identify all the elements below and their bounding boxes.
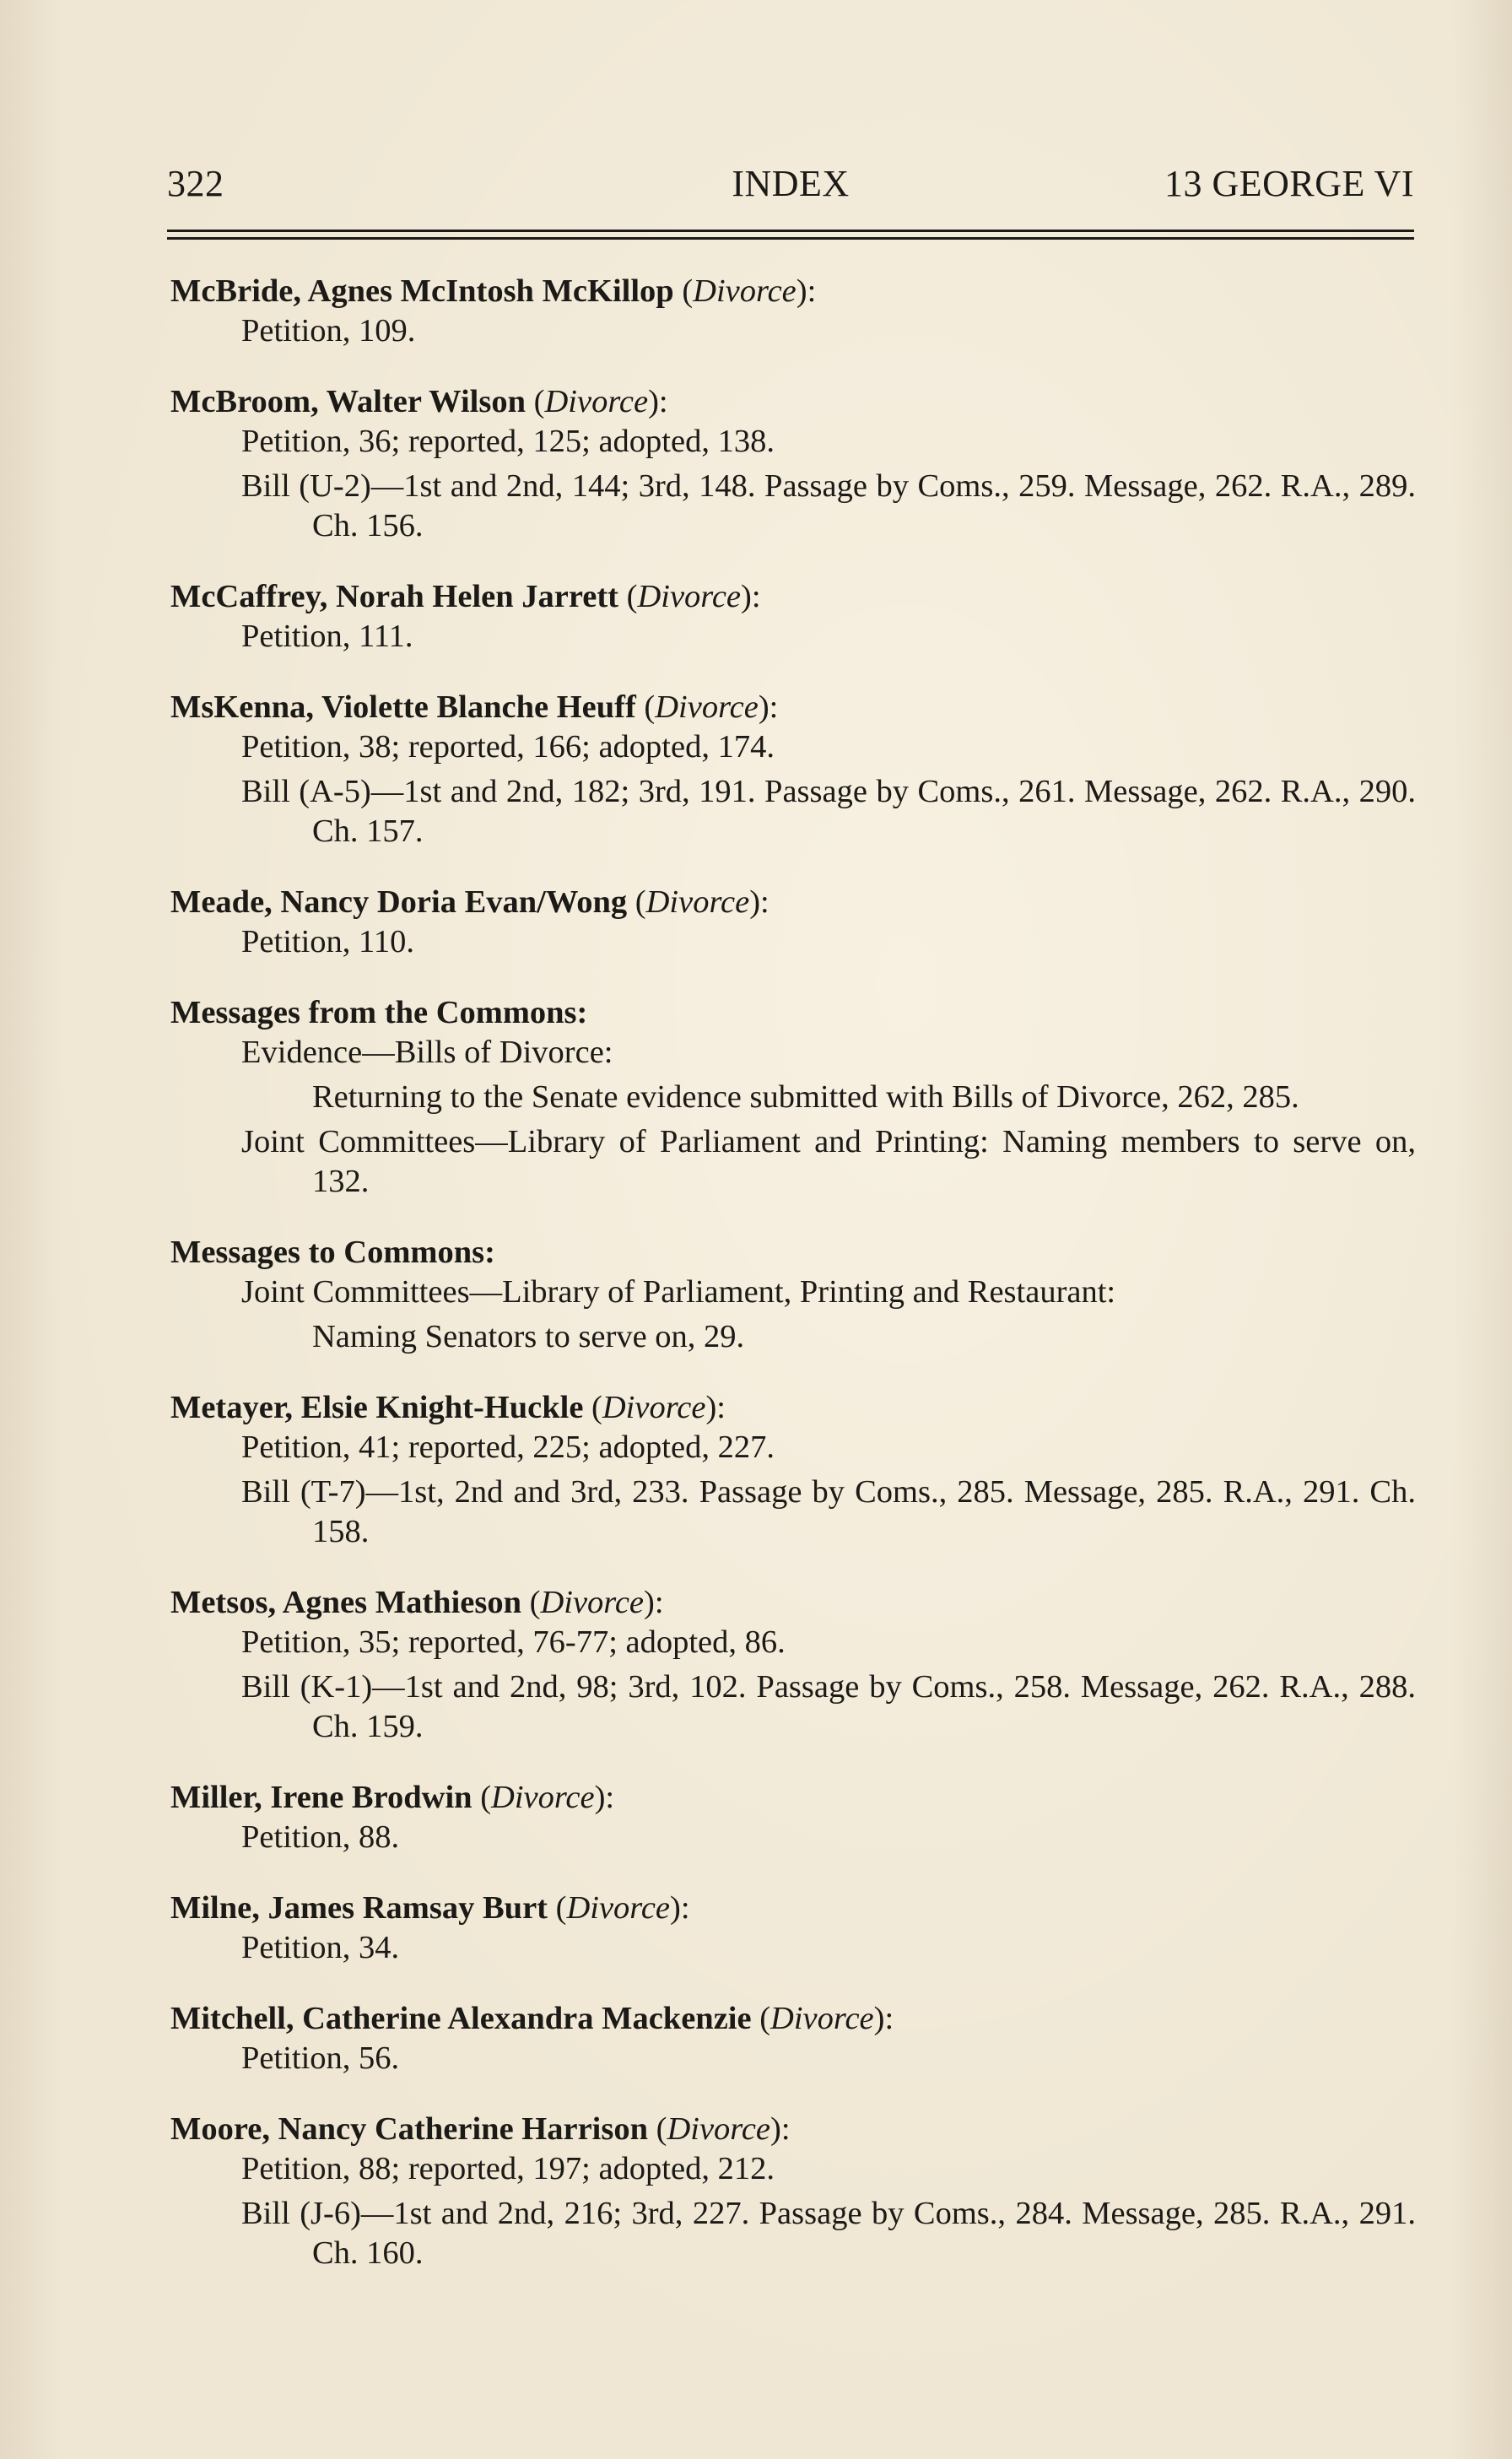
entry-type-close: ): bbox=[796, 273, 817, 309]
entry-heading bbox=[170, 382, 1416, 422]
index-entry bbox=[170, 2110, 1416, 2273]
entry-heading bbox=[170, 883, 1416, 922]
entry-heading bbox=[170, 1999, 1416, 2039]
index-entry bbox=[170, 1583, 1416, 1747]
entry-line: Bill (U-2)—1st and 2nd, 144; 3rd, 148. Passage by Coms., 259. Message, 262. R.A., 289. Ch. 156. bbox=[241, 468, 1416, 543]
entry-type-open: ( bbox=[648, 2111, 667, 2147]
entry-line: Petition, 41; reported, 225; adopted, 227. bbox=[241, 1429, 775, 1465]
entry-type: Divorce bbox=[667, 2111, 771, 2147]
entry-name: Metayer, Elsie Knight-Huckle bbox=[170, 1390, 584, 1425]
entry-line: Bill (T-7)—1st, 2nd and 3rd, 233. Passage by Coms., 285. Message, 285. R.A., 291. Ch. 158. bbox=[241, 1474, 1416, 1549]
entry-heading bbox=[170, 1583, 1416, 1623]
entry-name: Meade, Nancy Doria Evan/Wong bbox=[170, 884, 628, 920]
entry-type-close: ): bbox=[749, 884, 770, 920]
entry-name: Mitchell, Catherine Alexandra Mackenzie bbox=[170, 2001, 752, 2036]
entry-line: Petition, 36; reported, 125; adopted, 138. bbox=[241, 424, 775, 459]
entry-type: Divorce bbox=[645, 884, 750, 920]
index-entry bbox=[170, 1889, 1416, 1968]
entry-line: Returning to the Senate evidence submitted with Bills of Divorce, 262, 285. bbox=[312, 1079, 1299, 1115]
entry-type-open: ( bbox=[618, 579, 638, 614]
entry-heading bbox=[170, 2110, 1416, 2149]
entry-type-close: ): bbox=[741, 579, 761, 614]
entry-type: Divorce bbox=[544, 384, 649, 419]
entry-line: Petition, 88. bbox=[241, 1819, 400, 1855]
entry-name: Milne, James Ramsay Burt bbox=[170, 1890, 548, 1926]
index-entry bbox=[170, 272, 1416, 351]
entry-name: Messages to Commons: bbox=[170, 1235, 495, 1270]
index-entry bbox=[170, 993, 1416, 1202]
entry-type-close: ): bbox=[594, 1780, 615, 1815]
header-double-rule bbox=[167, 230, 1414, 240]
entry-type: Divorce bbox=[602, 1390, 706, 1425]
entry-heading bbox=[170, 577, 1416, 617]
entry-heading bbox=[170, 688, 1416, 727]
entry-type-open: ( bbox=[583, 1390, 602, 1425]
entry-type-close: ): bbox=[758, 689, 779, 725]
entry-line: Joint Committees—Library of Parliament, Printing and Restaurant: bbox=[241, 1274, 1116, 1310]
index-entry bbox=[170, 577, 1416, 657]
entry-name: McBroom, Walter Wilson bbox=[170, 384, 526, 419]
entry-type-open: ( bbox=[521, 1585, 541, 1620]
entry-type: Divorce bbox=[637, 579, 742, 614]
entry-name: Metsos, Agnes Mathieson bbox=[170, 1585, 521, 1620]
entry-line: Petition, 110. bbox=[241, 924, 414, 959]
entry-heading bbox=[170, 272, 1416, 311]
index-entry bbox=[170, 883, 1416, 962]
entry-type-open: ( bbox=[472, 1780, 492, 1815]
entry-name: Messages from the Commons: bbox=[170, 995, 588, 1030]
index-entry bbox=[170, 1388, 1416, 1552]
entry-type-close: ): bbox=[705, 1390, 726, 1425]
entry-type-open: ( bbox=[627, 884, 646, 920]
entry-line: Joint Committees—Library of Parliament and Printing: Naming members to serve on, 132. bbox=[241, 1124, 1416, 1199]
entry-type-close: ): bbox=[873, 2001, 894, 2036]
entry-heading bbox=[170, 1778, 1416, 1818]
entry-type: Divorce bbox=[655, 689, 759, 725]
entry-line: Petition, 38; reported, 166; adopted, 174. bbox=[241, 729, 775, 765]
entry-type: Divorce bbox=[770, 2001, 874, 2036]
entry-name: McCaffrey, Norah Helen Jarrett bbox=[170, 579, 618, 614]
entry-line: Bill (A-5)—1st and 2nd, 182; 3rd, 191. Passage by Coms., 261. Message, 262. R.A., 290. Ch. 157. bbox=[241, 774, 1416, 849]
index-entries bbox=[170, 272, 1416, 2273]
entry-type: Divorce bbox=[693, 273, 796, 309]
index-entry bbox=[170, 1233, 1416, 1357]
entry-line: Petition, 88; reported, 197; adopted, 212. bbox=[241, 2151, 775, 2186]
entry-line: Bill (K-1)—1st and 2nd, 98; 3rd, 102. Passage by Coms., 258. Message, 262. R.A., 288. Ch. 159. bbox=[241, 1669, 1416, 1744]
volume-label: 13 GEORGE VI bbox=[1164, 163, 1414, 204]
entry-line: Petition, 34. bbox=[241, 1930, 400, 1965]
entry-heading bbox=[170, 1889, 1416, 1928]
entry-type-open: ( bbox=[635, 689, 656, 725]
entry-name: MsKenna, Violette Blanche Heuff bbox=[170, 689, 636, 725]
entry-type-close: ): bbox=[670, 1890, 690, 1926]
index-entry bbox=[170, 382, 1416, 546]
entry-line: Naming Senators to serve on, 29. bbox=[312, 1319, 745, 1354]
entry-type: Divorce bbox=[491, 1780, 595, 1815]
entry-line: Petition, 109. bbox=[241, 313, 416, 349]
entry-name: Miller, Irene Brodwin bbox=[170, 1780, 472, 1815]
entry-type: Divorce bbox=[540, 1585, 645, 1620]
entry-name: McBride, Agnes McIntosh McKillop bbox=[170, 273, 674, 309]
entry-line: Petition, 56. bbox=[241, 2040, 400, 2076]
running-header bbox=[167, 162, 1414, 209]
entry-line: Bill (J-6)—1st and 2nd, 216; 3rd, 227. Passage by Coms., 284. Message, 285. R.A., 291. Ch. 160. bbox=[241, 2196, 1416, 2271]
entry-line: Petition, 111. bbox=[241, 619, 413, 654]
entry-line: Petition, 35; reported, 76-77; adopted, 86. bbox=[241, 1624, 786, 1660]
entry-heading bbox=[170, 1233, 1416, 1273]
entry-type-open: ( bbox=[547, 1890, 567, 1926]
entry-type-open: ( bbox=[526, 384, 545, 419]
index-entry bbox=[170, 1999, 1416, 2078]
index-entry bbox=[170, 1778, 1416, 1857]
entry-type-open: ( bbox=[751, 2001, 771, 2036]
entry-line: Evidence—Bills of Divorce: bbox=[241, 1035, 613, 1070]
page-number: 322 bbox=[167, 163, 224, 204]
entry-type: Divorce bbox=[566, 1890, 671, 1926]
entry-name: Moore, Nancy Catherine Harrison bbox=[170, 2111, 648, 2147]
entry-heading bbox=[170, 1388, 1416, 1428]
index-entry bbox=[170, 688, 1416, 851]
entry-type-close: ): bbox=[644, 1585, 664, 1620]
entry-type-close: ): bbox=[770, 2111, 791, 2147]
entry-heading bbox=[170, 993, 1416, 1033]
page-title: INDEX bbox=[732, 163, 850, 204]
entry-type-close: ): bbox=[648, 384, 668, 419]
entry-type-open: ( bbox=[673, 273, 694, 309]
